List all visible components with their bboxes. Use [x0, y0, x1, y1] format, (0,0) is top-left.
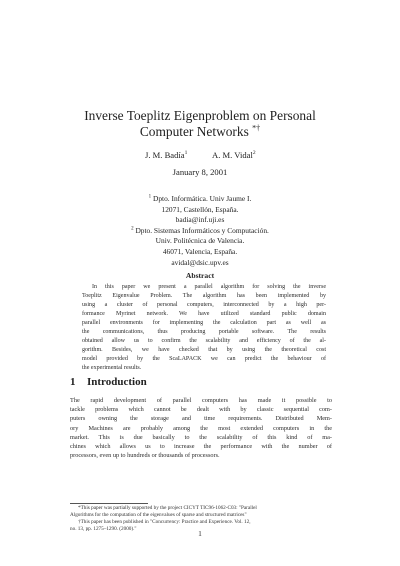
abstract-line: parallel environments for implementing the calculation part as well as	[82, 319, 326, 326]
paper-date: January 8, 2001	[172, 167, 228, 177]
paper-title	[60, 108, 340, 140]
abstract-line: using a cluster of personal computers, interconnected by a high per-	[82, 301, 326, 308]
author-1-mark: 1	[184, 150, 188, 157]
affiliations	[0, 194, 400, 268]
author-list	[0, 150, 400, 162]
author-2	[212, 150, 256, 160]
author-2-name: A. M. Vidal	[212, 150, 253, 160]
footnote-line: †This paper has been published in "Concurrency: Practice and Experience. Vol. 12,	[78, 519, 251, 526]
abstract-line: gorithm. Besides, we have checked that by using the theoretical cost	[82, 346, 326, 353]
footnote-line: Algorithms for the computation of the eigenvalues of sparse and structured matrices"	[70, 512, 247, 519]
affiliation-1-line-1	[0, 194, 400, 205]
intro-line: The rapid development of parallel computers has made it possible to	[70, 397, 332, 404]
author-1-name: J. M. Badía	[145, 150, 185, 160]
section-heading	[70, 376, 147, 388]
title-line-2	[60, 124, 340, 140]
affiliation-2-line-1	[0, 226, 400, 237]
affiliation-2-email: avidal@dsic.upv.es	[171, 257, 229, 267]
affiliation-1-dept: Dpto. Informática. Univ Jaume I.	[153, 194, 252, 203]
author-2-mark: 2	[252, 150, 256, 157]
abstract-line: the communications, thus producing portable software. The results	[82, 328, 326, 335]
intro-line: ory Machines are probably among the most extended computers in the	[70, 424, 332, 432]
intro-line: market. This is due basically to the scalability of this kind of ma-	[70, 433, 332, 441]
title-line-2-text: Computer Networks	[139, 124, 249, 139]
abstract-line: model provided by the ScaLAPACK we can predict the behaviour of	[82, 355, 326, 362]
title-footnote-marks: *†	[252, 123, 261, 133]
footnote-line: *This paper was partially supported by the project CICYT TIC96-1062-C03: "Parallel	[78, 505, 257, 511]
title-line-1: Inverse Toeplitz Eigenproblem on Personal	[84, 108, 316, 123]
introduction-body	[70, 396, 332, 460]
author-1	[145, 150, 187, 160]
affiliation-2-dept: Dpto. Sistemas Informáticos y Computación.	[135, 225, 269, 235]
section-title: Introduction	[87, 376, 147, 388]
abstract-line: obtained allow us to confirm the scalability and efficiency of the al-	[82, 337, 326, 344]
affiliation-2-line-2: Univ. Politécnica de Valencia.	[155, 236, 245, 246]
abstract-line: the experimental results.	[82, 364, 142, 371]
affiliation-1-mark: 1	[148, 194, 152, 200]
affiliation-1-line-2: 12071, Castellón, España.	[161, 204, 239, 214]
abstract-line: formance Myrinet network. We have utilized standard public domain	[82, 310, 326, 317]
intro-line: chines which allows us to increase the performance with the number of	[70, 443, 332, 451]
abstract-line: Toeplitz Eigenvalue Problem. The algorithm has been implemented by	[82, 292, 326, 299]
section-number: 1	[70, 376, 76, 388]
page-number: 1	[198, 529, 202, 538]
abstract-line: In this paper we present a parallel algorithm for solving the inverse	[92, 284, 326, 290]
footnote-line: no. 13, pp. 1275–1290. (2000)."	[70, 526, 137, 533]
affiliation-1-email: badia@inf.uji.es	[175, 215, 225, 225]
intro-line: tackle problems which cannot be dealt with by classic sequential com-	[70, 406, 332, 414]
affiliation-2-line-3: 46071, Valencia, España.	[162, 246, 238, 256]
intro-line: puters owning the storage and time requirements. Distributed Mem-	[70, 415, 332, 423]
intro-line: processors, even up to hundreds or thousands of processors.	[70, 452, 220, 460]
abstract-heading: Abstract	[185, 271, 215, 280]
abstract-body	[82, 283, 326, 373]
affiliation-2-mark: 2	[131, 226, 134, 232]
footnote-rule	[70, 503, 148, 504]
